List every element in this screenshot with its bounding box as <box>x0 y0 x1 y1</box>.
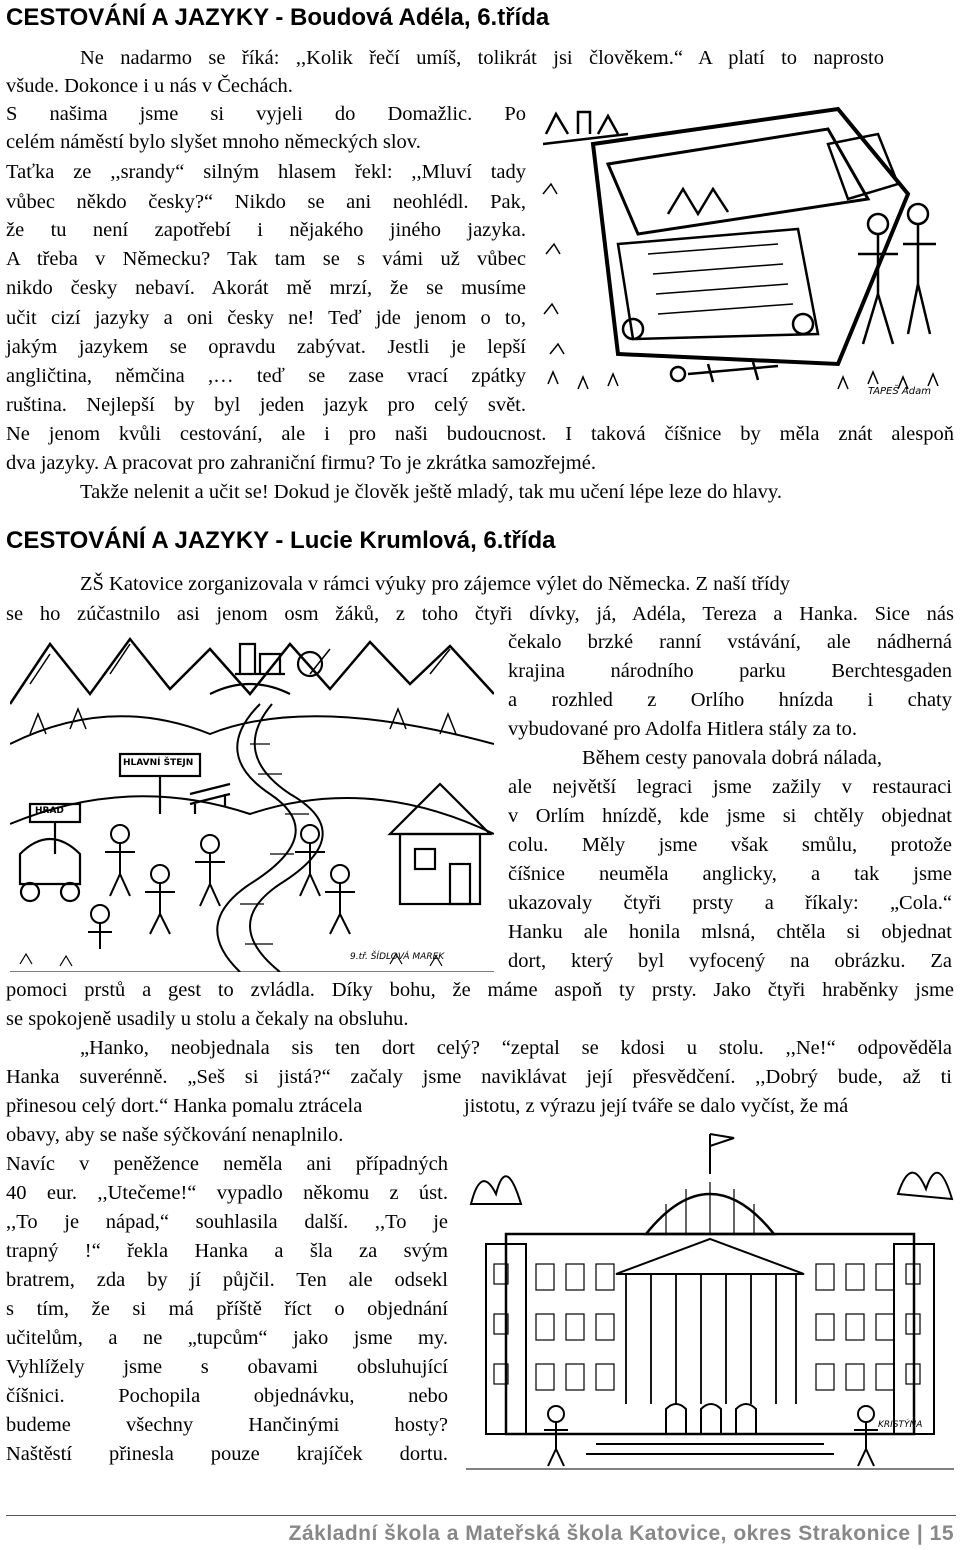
bus-drawing-caption: TAPEŠ Adam <box>868 386 931 397</box>
article2-line: dort, který byl vyfocený na obrázku. Za <box>508 950 952 972</box>
footer-divider <box>6 1515 956 1516</box>
article2-line: pomoci prstů a gest to zvládla. Díky bohu, že máme aspoň ty prsty. Jako čtyři hraběnky jsme <box>6 979 954 1001</box>
article1-line: jakým jazykem se opravdu zabývat. Jestli je lepší <box>6 336 526 358</box>
article2-line: Hanku ale honila mlsná, chtěla si objednat <box>508 921 952 943</box>
village-drawing <box>10 634 494 972</box>
article2-line: krajina národního parku Berchtesgaden <box>508 660 952 682</box>
article1-line: všude. Dokonce i u nás v Čechách. <box>6 75 293 97</box>
article1-title: CESTOVÁNÍ A JAZYKY - Boudová Adéla, 6.třída <box>6 4 550 31</box>
article1-line: učit cizí jazyky a oni česky ne! Teď jde jenom o to, <box>6 307 526 329</box>
article2-line: trapný !“ řekla Hanka a šla za svým <box>6 1240 448 1262</box>
article2-line: se spokojeně usadily u stolu a čekaly na obsluhu. <box>6 1008 409 1030</box>
article1-line: nikdo česky nebaví. Akorát mě mrzí, že se musíme <box>6 277 526 299</box>
article1-line: že tu není zapotřebí i nějakého jiného jazyka. <box>6 219 526 241</box>
article2-line: Hanka suverénně. „Seš si jistá?“ začaly jsme naviklávat její přesvědčení. ,,Dobrý bude, až ti <box>6 1066 952 1088</box>
article1-line: celém náměstí bylo slyšet mnoho německých slov. <box>6 131 421 153</box>
article2-title: CESTOVÁNÍ A JAZYKY - Lucie Krumlová, 6.třída <box>6 527 556 554</box>
article2-line: učitelům, a ne „tupcům“ jako jsme my. <box>6 1327 448 1349</box>
article2-line: s tím, že si má příště říct o objednání <box>6 1298 448 1320</box>
village-drawing-caption: 9.tř. ŠÍDLOVÁ MAREK <box>350 952 445 962</box>
article2-line: 40 eur. ,,Utečeme!“ vypadlo někomu z úst. <box>6 1182 448 1204</box>
article1-line: Ne jenom kvůli cestování, ale i pro naši budoucnost. I taková číšnice by měla znát alespoň <box>6 423 954 445</box>
village-sign-castle: HLAVNÍ ŠTEJN <box>123 758 194 768</box>
article1-line: Ne nadarmo se říká: ,,Kolik řečí umíš, tolikrát jsi člověkem.“ A platí to naprosto <box>80 47 884 69</box>
article2-line: ,,To je nápad,“ souhlasila další. ,,To je <box>6 1211 448 1233</box>
article2-line: vybudované pro Adolfa Hitlera stály za to. <box>508 718 857 740</box>
article2-line: Vyhlížely jsme s obavami obsluhující <box>6 1356 448 1378</box>
article1-line: S našima jsme si vyjeli do Domažlic. Po <box>6 103 526 125</box>
article2-line: číšnice neuměla anglicky, a tak jsme <box>508 863 952 885</box>
article1-line: angličtina, němčina ,… teď se zase vrací zpátky <box>6 365 526 387</box>
article1-line: Takže nelenit a učit se! Dokud je člověk ještě mladý, tak mu učení lépe leze do hlavy. <box>80 481 782 503</box>
article2-line: budeme všechny Hančinými hosty? <box>6 1414 448 1436</box>
article2-line: čekalo brzké ranní vstávání, ale nádherná <box>508 631 952 653</box>
village-sign-hrad: HRAD <box>35 806 64 816</box>
article1-line: dva jazyky. A pracovat pro zahraniční firmu? To je zkrátka samozřejmé. <box>6 452 596 474</box>
article2-line: Navíc v peněžence neměla ani případných <box>6 1153 448 1175</box>
article2-line: se ho zúčastnilo asi jenom osm žáků, z toho čtyři dívky, já, Adéla, Tereza a Hanka. Sice nás <box>6 603 954 625</box>
article1-line: A třeba v Německu? Tak tam se s vámi už vůbec <box>6 248 526 270</box>
article2-line: „Hanko, neobjednala sis ten dort celý? “zeptal se kdosi u stolu. ,,Ne!“ odpověděla <box>80 1037 952 1059</box>
article2-line: přinesou celý dort.“ Hanka pomalu ztrácela <box>6 1095 363 1117</box>
article2-line: ZŠ Katovice zorganizovala v rámci výuky pro zájemce výlet do Německa. Z naší třídy <box>80 573 791 595</box>
bus-drawing <box>538 104 956 404</box>
article2-line: v Orlím hnízdě, kde jsme si chtěly objednat <box>508 805 952 827</box>
article2-line: ukazovaly čtyři prsty a říkaly: „Cola.“ <box>508 892 952 914</box>
article2-line: Během cesty panovala dobrá nálada, <box>582 747 882 769</box>
article1-line: vůbec někdo česky?“ Nikdo se ani neohlédl. Pak, <box>6 191 526 213</box>
article2-line: ale největší legraci jsme zažily v restauraci <box>508 776 952 798</box>
article1-line: Taťka ze ,,srandy“ silným hlasem řekl: ,,Mluví tady <box>6 161 526 183</box>
article2-line: obavy, aby se naše sýčkování nenaplnilo. <box>6 1124 344 1146</box>
page-footer: Základní škola a Mateřská škola Katovice, okres Strakonice | 15 <box>288 1522 954 1545</box>
building-drawing-caption: KRISTÝNA <box>878 1420 923 1430</box>
article2-line: číšnici. Pochopila objednávku, nebo <box>6 1385 448 1407</box>
article2-line: a rozhled z Orlího hnízda i chaty <box>508 689 952 711</box>
article2-line: bratrem, zda by jí půjčil. Ten ale odsekl <box>6 1269 448 1291</box>
article2-line: colu. Měly jsme však smůlu, protože <box>508 834 952 856</box>
article2-line: Naštěstí přinesla pouze krajíček dortu. <box>6 1443 448 1465</box>
building-drawing <box>466 1124 954 1472</box>
article1-line: ruština. Nejlepší by byl jeden jazyk pro celý svět. <box>6 394 526 416</box>
article2-line: jistotu, z výrazu její tváře se dalo vyčíst, že má <box>464 1095 849 1117</box>
